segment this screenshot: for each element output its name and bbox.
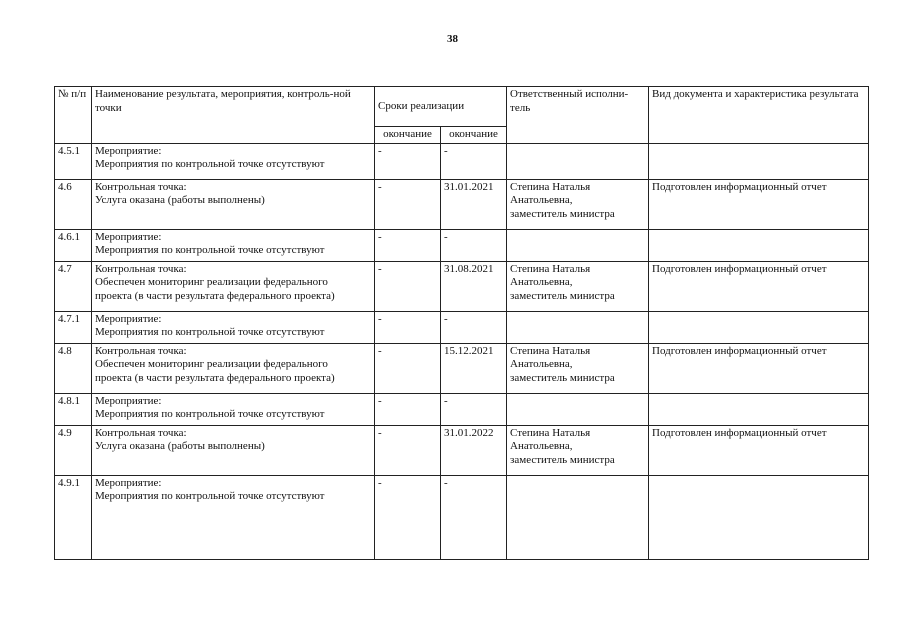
row-end: 15.12.2021: [441, 343, 507, 393]
row-name-line: проекта (в части результата федерального проекта): [95, 289, 335, 302]
table-row: [55, 393, 869, 425]
row-name-line: Контрольная точка:: [95, 262, 187, 275]
row-end: -: [441, 143, 507, 179]
row-name: [92, 475, 375, 559]
header-responsible: Ответственный исполни-тель: [507, 87, 649, 144]
page-number: 38: [447, 33, 458, 45]
row-num: 4.9.1: [55, 475, 92, 559]
table-row: [55, 343, 869, 393]
row-num: 4.6.1: [55, 229, 92, 261]
row-num: 4.7.1: [55, 311, 92, 343]
row-responsible: [507, 475, 649, 559]
row-responsible-line: Анатольевна,: [510, 440, 573, 452]
plan-table: [54, 86, 869, 560]
row-end: -: [441, 475, 507, 559]
row-name-line: Мероприятие:: [95, 476, 162, 489]
row-name-line: Мероприятие:: [95, 312, 162, 325]
row-num: 4.6: [55, 179, 92, 229]
header-sub-start: окончание: [375, 127, 441, 144]
row-doc: [649, 229, 869, 261]
table-row: [55, 475, 869, 559]
row-responsible: [507, 229, 649, 261]
row-num: 4.7: [55, 261, 92, 311]
row-start: -: [375, 393, 441, 425]
row-doc: [649, 475, 869, 559]
row-start: -: [375, 343, 441, 393]
row-start: -: [375, 179, 441, 229]
row-responsible-line: заместитель министра: [510, 289, 615, 302]
row-name: [92, 343, 375, 393]
row-start: -: [375, 425, 441, 475]
row-responsible: [507, 143, 649, 179]
row-name: [92, 261, 375, 311]
row-responsible: [507, 425, 649, 475]
header-num: № п/п: [55, 87, 92, 144]
row-name: [92, 179, 375, 229]
row-name-line: Услуга оказана (работы выполнены): [95, 440, 265, 452]
header-name: Наименование результата, мероприятия, контроль-ной точки: [92, 87, 375, 144]
row-doc: Подготовлен информационный отчет: [649, 425, 869, 475]
header-terms: Сроки реализации: [375, 87, 507, 127]
row-responsible: [507, 179, 649, 229]
table-row: [55, 143, 869, 179]
row-doc: Подготовлен информационный отчет: [649, 343, 869, 393]
row-name-line: Обеспечен мониторинг реализации федерального: [95, 276, 328, 288]
row-name: [92, 393, 375, 425]
row-responsible-line: Степина Наталья: [510, 180, 591, 193]
row-name-line: Мероприятия по контрольной точке отсутствуют: [95, 326, 325, 338]
row-num: 4.9: [55, 425, 92, 475]
row-name-line: проекта (в части результата федерального проекта): [95, 371, 335, 384]
row-responsible-line: заместитель министра: [510, 371, 615, 384]
row-responsible-line: Анатольевна,: [510, 276, 573, 288]
row-responsible: [507, 393, 649, 425]
row-end: -: [441, 229, 507, 261]
row-name: [92, 311, 375, 343]
row-doc: [649, 143, 869, 179]
row-responsible-line: Анатольевна,: [510, 358, 573, 370]
row-start: -: [375, 311, 441, 343]
row-end: -: [441, 393, 507, 425]
table-row: [55, 311, 869, 343]
row-name: [92, 143, 375, 179]
row-name-line: Мероприятие:: [95, 230, 162, 243]
row-num: 4.5.1: [55, 143, 92, 179]
header-row: [55, 87, 869, 127]
row-doc: [649, 393, 869, 425]
row-name-line: Мероприятия по контрольной точке отсутствуют: [95, 490, 325, 502]
row-name-line: Мероприятия по контрольной точке отсутствуют: [95, 408, 325, 420]
row-responsible-line: Степина Наталья: [510, 262, 591, 275]
row-num: 4.8.1: [55, 393, 92, 425]
row-name-line: Контрольная точка:: [95, 180, 187, 193]
row-start: -: [375, 475, 441, 559]
row-doc: [649, 311, 869, 343]
header-sub-end: окончание: [441, 127, 507, 144]
row-responsible: [507, 311, 649, 343]
row-end: 31.08.2021: [441, 261, 507, 311]
row-end: 31.01.2022: [441, 425, 507, 475]
table-row: [55, 261, 869, 311]
row-responsible-line: заместитель министра: [510, 453, 615, 466]
row-start: -: [375, 143, 441, 179]
plan-table-body: [55, 87, 869, 560]
row-name-line: Обеспечен мониторинг реализации федерального: [95, 358, 328, 370]
row-end: -: [441, 311, 507, 343]
row-name-line: Мероприятия по контрольной точке отсутствуют: [95, 244, 325, 256]
row-doc: Подготовлен информационный отчет: [649, 261, 869, 311]
row-name-line: Контрольная точка:: [95, 426, 187, 439]
row-name-line: Услуга оказана (работы выполнены): [95, 194, 265, 206]
row-name-line: Мероприятие:: [95, 144, 162, 157]
row-doc: Подготовлен информационный отчет: [649, 179, 869, 229]
row-start: -: [375, 229, 441, 261]
row-responsible: [507, 343, 649, 393]
row-name-line: Мероприятия по контрольной точке отсутствуют: [95, 158, 325, 170]
row-name-line: Мероприятие:: [95, 394, 162, 407]
row-name: [92, 229, 375, 261]
table-row: [55, 179, 869, 229]
table-row: [55, 425, 869, 475]
row-end: 31.01.2021: [441, 179, 507, 229]
row-num: 4.8: [55, 343, 92, 393]
row-name-line: Контрольная точка:: [95, 344, 187, 357]
row-name: [92, 425, 375, 475]
row-responsible: [507, 261, 649, 311]
table-row: [55, 229, 869, 261]
row-responsible-line: Анатольевна,: [510, 194, 573, 206]
row-responsible-line: Степина Наталья: [510, 426, 591, 439]
header-doc: Вид документа и характеристика результата: [649, 87, 869, 144]
row-responsible-line: Степина Наталья: [510, 344, 591, 357]
row-start: -: [375, 261, 441, 311]
row-responsible-line: заместитель министра: [510, 207, 615, 220]
